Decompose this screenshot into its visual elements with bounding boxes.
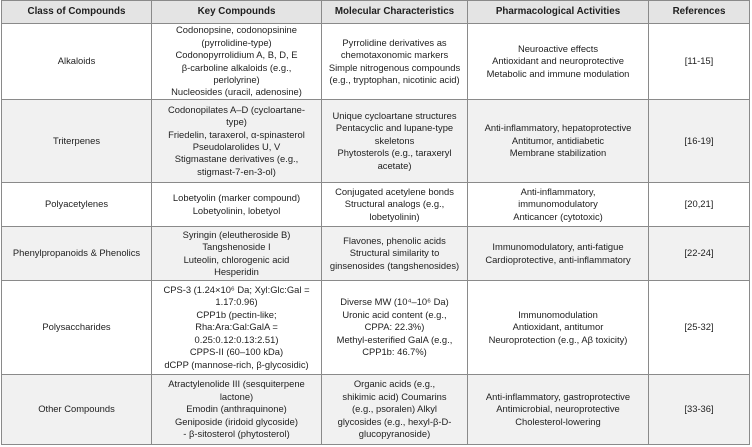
class-cell [2,24,152,100]
class-name: Triterpenes [52,134,101,146]
text-line: Friedelin, taraxerol, α-spinasterol [168,128,305,140]
table-row [2,183,750,227]
molecular-cell [322,227,468,281]
table-row [2,281,750,375]
text-line: Stigmastane derivatives (e.g., [174,153,299,165]
text-line: Cholesterol-lowering [515,415,601,427]
text-line: perlolyrine) [213,73,260,85]
text-line: Immunomodulatory, anti-fatigue [492,241,624,253]
text-line: dCPP (mannose-rich, β-glycosidic) [164,358,309,370]
text-line: CPPA: 22.3%) [364,321,425,333]
class-cell [2,100,152,183]
header-row [2,1,750,24]
text-line: Anticancer (cytotoxic) [513,210,603,222]
pharmacological-cell [468,375,649,445]
text-line: Membrane stabilization [509,147,607,159]
key-compounds-cell [152,227,322,281]
class-name: Phenylpropanoids & Phenolics [12,247,141,259]
text-line: Metabolic and immune modulation [486,67,630,79]
class-cell [2,183,152,227]
text-line: Anti-inflammatory, hepatoprotective [484,122,632,134]
text-line: stigmast-7-en-3-ol) [197,165,276,177]
references-cell [649,100,750,183]
text-line: Uronic acid content (e.g., [342,308,447,320]
text-line: (e.g., tryptophan, nicotinic acid) [329,73,460,85]
text-line: Organic acids (e.g., [353,378,436,390]
class-name: Polysaccharides [42,321,111,333]
text-line: Diverse MW (10⁴–10⁶ Da) [340,296,449,308]
text-line: (pyrrolidine-type) [201,36,272,48]
text-line: CPS-3 (1.24×10⁶ Da; Xyl:Glc:Gal = [163,284,310,296]
key-compounds-cell [152,24,322,100]
molecular-cell [322,281,468,375]
text-line: - β-sitosterol (phytosterol) [183,428,290,440]
text-line: Antitumor, antidiabetic [511,134,605,146]
header-key-compounds: Key Compounds [152,1,322,24]
text-line: Immunomodulation [518,308,598,320]
molecular-cell [322,24,468,100]
text-line: Codonopyrrolidium A, B, D, E [175,49,298,61]
text-line: (e.g., psoralen) Alkyl [352,403,437,415]
text-line: Neuroprotection (e.g., Aβ toxicity) [488,333,628,345]
text-line: lobetyolinin) [369,210,420,222]
header-molecular: Molecular Characteristics [322,1,468,24]
text-line: Neuroactive effects [517,42,599,54]
references-cell [649,24,750,100]
header-references: References [649,1,750,24]
class-name: Alkaloids [57,55,96,67]
class-cell [2,281,152,375]
text-line: Structural analogs (e.g., [344,198,445,210]
pharmacological-cell [468,100,649,183]
pharmacological-cell [468,183,649,227]
text-line: Rha:Ara:Gal:GalA = [195,321,278,333]
text-line: Lobetyolinin, lobetyol [192,204,281,216]
text-line: Anti-inflammatory, [520,185,596,197]
text-line: chemotaxonomic markers [340,49,449,61]
text-line: glucopyranoside) [358,428,431,440]
text-line: Anti-inflammatory, gastroprotective [485,390,631,402]
text-line: type) [226,116,247,128]
pharmacological-cell [468,24,649,100]
text-line: 1.17:0.96) [215,296,258,308]
reference-range: [16-19] [684,134,714,146]
text-line: Pyrrolidine derivatives as [342,36,447,48]
text-line: Structural similarity to [349,247,440,259]
references-cell [649,183,750,227]
class-cell [2,375,152,445]
molecular-cell [322,375,468,445]
text-line: skeletons [374,134,415,146]
text-line: Tangshenoside I [202,241,271,253]
reference-range: [11-15] [684,55,714,67]
compounds-table [1,0,750,445]
reference-range: [22-24] [684,247,714,259]
table-row [2,227,750,281]
reference-range: [25-32] [684,321,714,333]
text-line: Nucleosides (uracil, adenosine) [171,86,302,98]
references-cell [649,227,750,281]
class-name: Other Compounds [38,403,115,415]
text-line: CPP1b (pectin-like; [196,308,277,320]
text-line: Antioxidant and neuroprotective [492,55,624,67]
references-cell [649,281,750,375]
text-line: Methyl-esterified GalA (e.g., [336,333,453,345]
table-row [2,100,750,183]
text-line: immunomodulatory [518,198,598,210]
class-cell [2,227,152,281]
text-line: Geniposide (iridoid glycoside) [175,415,298,427]
text-line: Pseudolarolides U, V [192,141,281,152]
molecular-cell [322,183,468,227]
text-line: CPP1b: 46.7%) [362,346,427,358]
reference-range: [33-36] [684,403,714,415]
text-line: Antimicrobial, neuroprotective [496,403,620,415]
text-line: Codonopsine, codonopsinine [176,24,297,36]
class-name: Polyacetylenes [44,198,109,210]
text-line: acetate) [377,159,412,171]
key-compounds-cell [152,375,322,445]
key-compounds-cell [152,281,322,375]
text-line: ginsenosides (tangshenosides) [329,259,460,271]
text-line: Codonopilates A–D (cycloartane- [167,103,306,115]
references-cell [649,375,750,445]
text-line: Cardioprotective, anti-inflammatory [485,253,631,265]
header-pharmacological: Pharmacological Activities [468,1,649,24]
text-line: glycosides (e.g., hexyl-β-D- [337,415,452,427]
table-row [2,375,750,445]
text-line: Unique cycloartane structures [332,109,457,121]
key-compounds-cell [152,100,322,183]
text-line: Flavones, phenolic acids [343,234,446,246]
text-line: 0.25:0.12:0.13:2.51) [194,333,279,345]
key-compounds-cell [152,183,322,227]
pharmacological-cell [468,227,649,281]
text-line: lactone) [219,390,254,402]
text-line: Conjugated acetylene bonds [335,185,454,197]
header-class: Class of Compounds [2,1,152,24]
text-line: Syringin (eleutheroside B) [182,228,291,240]
text-line: Luteolin, chlorogenic acid [183,253,290,265]
text-line: Pentacyclic and lupane-type [335,122,454,134]
reference-range: [20,21] [684,198,714,210]
table-row [2,24,750,100]
pharmacological-cell [468,281,649,375]
text-line: shikimic acid) Coumarins [342,390,447,402]
text-line: Phytosterols (e.g., taraxeryl [337,147,452,159]
text-line: CPPS-II (60–100 kDa) [189,346,284,358]
text-line: Simple nitrogenous compounds [328,61,461,73]
text-line: Lobetyolin (marker compound) [172,192,301,204]
text-line: Hesperidin [214,265,259,277]
text-line: Emodin (anthraquinone) [186,403,287,415]
text-line: β-carboline alkaloids (e.g., [181,61,292,73]
text-line: Atractylenolide III (sesquiterpene [168,378,305,390]
molecular-cell [322,100,468,183]
text-line: Antioxidant, antitumor [512,321,604,333]
